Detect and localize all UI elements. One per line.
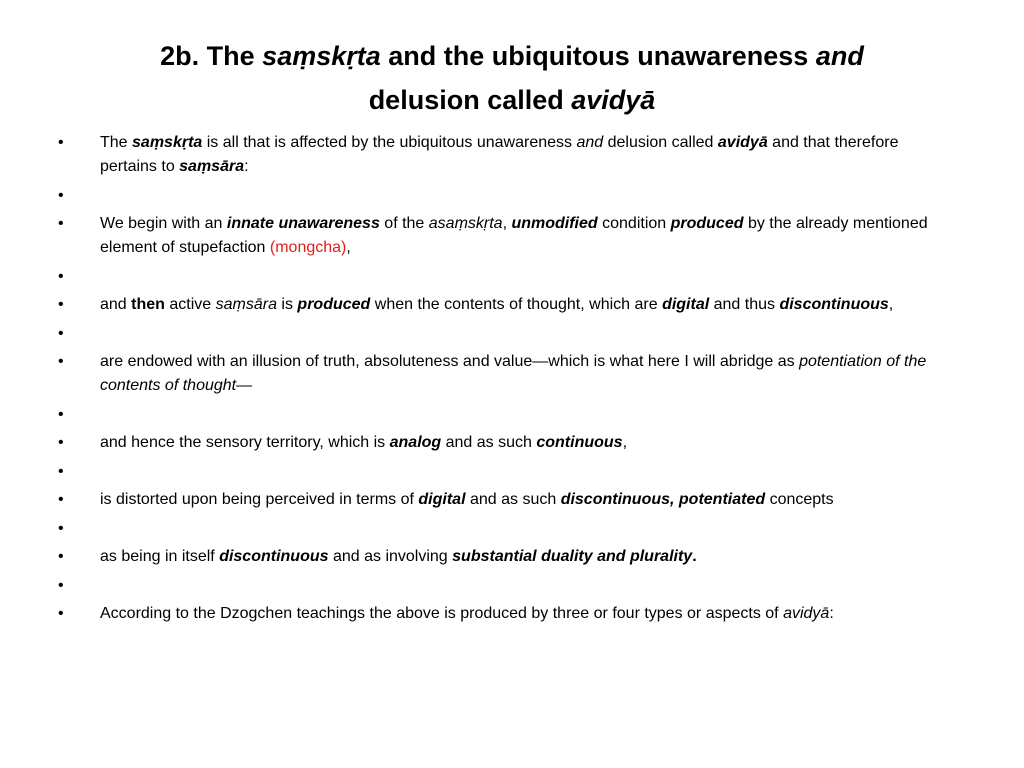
bullet-item (58, 431, 958, 455)
text-segment: and (100, 296, 132, 313)
text-segment: : (829, 605, 834, 622)
text-segment: , (346, 239, 351, 256)
emphasis-segment: . (692, 548, 697, 565)
highlight-segment: (mongcha) (269, 239, 347, 256)
text-segment: by the already mentioned element of stupefaction (100, 215, 928, 256)
bullet-item (58, 350, 958, 398)
text-segment: delusion called (603, 134, 718, 151)
bullet-dot: • (58, 134, 64, 151)
text-segment: , (888, 296, 894, 313)
emphasis-segment: discontinuous (560, 491, 671, 508)
slide-title (60, 34, 964, 122)
text-segment: We begin with an (100, 215, 227, 232)
emphasis-segment: , (670, 491, 679, 508)
bullet-item (58, 131, 958, 179)
text-segment: , (622, 434, 628, 451)
emphasis-segment: potentiated (678, 491, 766, 508)
empty-bullet (58, 260, 958, 293)
emphasis-segment: innate unawareness (226, 215, 380, 232)
emphasis-segment: unmodified (511, 215, 598, 232)
text-segment: : (244, 158, 249, 175)
bullet-item (58, 545, 958, 569)
bullet-dot: • (58, 296, 64, 313)
emphasis-segment: analog (389, 434, 442, 451)
bullet-item (58, 488, 958, 512)
bullet-item (58, 212, 958, 260)
emphasis-segment: then (131, 296, 165, 313)
text-segment: and thus (709, 296, 780, 313)
emphasis-segment: saṃskṛta (132, 134, 203, 151)
text-segment: are endowed with an illusion of truth, absoluteness and value—which is what here I will abridge as (100, 353, 800, 370)
emphasis-segment: avidyā (717, 134, 768, 151)
text-segment: as being in itself (100, 548, 220, 565)
text-segment: According to the Dzogchen teachings the above is produced by three or four types or aspects of (100, 605, 784, 622)
title-prefix: 2b. The (160, 41, 263, 71)
emphasis-segment: digital (662, 296, 710, 313)
text-segment: and hence the sensory territory, which is (100, 434, 390, 451)
title-line2-prefix: delusion called (368, 85, 572, 115)
empty-bullet (58, 569, 958, 602)
emphasis-segment: discontinuous (219, 548, 329, 565)
bullet-dot: • (58, 605, 64, 622)
text-segment: of the (379, 215, 429, 232)
text-segment: is (276, 296, 298, 313)
text-segment: is all that is affected by the ubiquitous unawareness (202, 134, 577, 151)
bullet-dot: • (58, 325, 64, 342)
text-segment: active (164, 296, 216, 313)
text-segment: and that therefore pertains to (100, 134, 899, 175)
text-segment: The (100, 134, 133, 151)
title-line-1 (60, 34, 964, 78)
title-term-avidya: avidyā (571, 85, 656, 115)
bullet-item (58, 293, 958, 317)
emphasis-segment: digital (418, 491, 466, 508)
bullet-list (58, 131, 958, 626)
emphasis-segment: discontinuous (779, 296, 889, 313)
emphasis-segment: avidyā (783, 605, 830, 622)
text-segment: and as such (441, 434, 537, 451)
bullet-dot: • (58, 215, 64, 232)
bullet-dot: • (58, 577, 64, 594)
text-segment: condition (597, 215, 671, 232)
text-segment: and as such (465, 491, 561, 508)
title-middle: and the ubiquitous unawareness (380, 41, 816, 71)
title-line-2 (60, 78, 964, 122)
text-segment: , (502, 215, 512, 232)
emphasis-segment: saṃsāra (179, 158, 245, 175)
bullet-dot: • (58, 268, 64, 285)
emphasis-segment: saṃsāra (215, 296, 277, 313)
empty-bullet (58, 317, 958, 350)
bullet-dot: • (58, 434, 64, 451)
text-segment: — (236, 377, 253, 394)
title-term-samskrta: saṃskṛta (262, 41, 381, 71)
bullet-dot: • (58, 548, 64, 565)
bullet-item (58, 602, 958, 626)
text-segment: is distorted upon being perceived in terms of (100, 491, 419, 508)
title-and: and (815, 41, 864, 71)
emphasis-segment: asaṃskṛta (428, 215, 503, 232)
bullet-dot: • (58, 520, 64, 537)
empty-bullet (58, 512, 958, 545)
empty-bullet (58, 398, 958, 431)
text-segment: when the contents of thought, which are (370, 296, 663, 313)
emphasis-segment: produced (297, 296, 371, 313)
bullet-dot: • (58, 353, 64, 370)
bullet-dot: • (58, 187, 64, 204)
empty-bullet (58, 179, 958, 212)
emphasis-segment: continuous (536, 434, 623, 451)
emphasis-segment: and (576, 134, 604, 151)
bullet-dot: • (58, 463, 64, 480)
text-segment: concepts (765, 491, 834, 508)
text-segment: and as involving (328, 548, 453, 565)
emphasis-segment: produced (670, 215, 744, 232)
emphasis-segment: substantial duality and plurality (452, 548, 693, 565)
bullet-dot: • (58, 406, 64, 423)
bullet-dot: • (58, 491, 64, 508)
empty-bullet (58, 455, 958, 488)
emphasis-segment: potentiation of the contents of thought (100, 353, 927, 394)
